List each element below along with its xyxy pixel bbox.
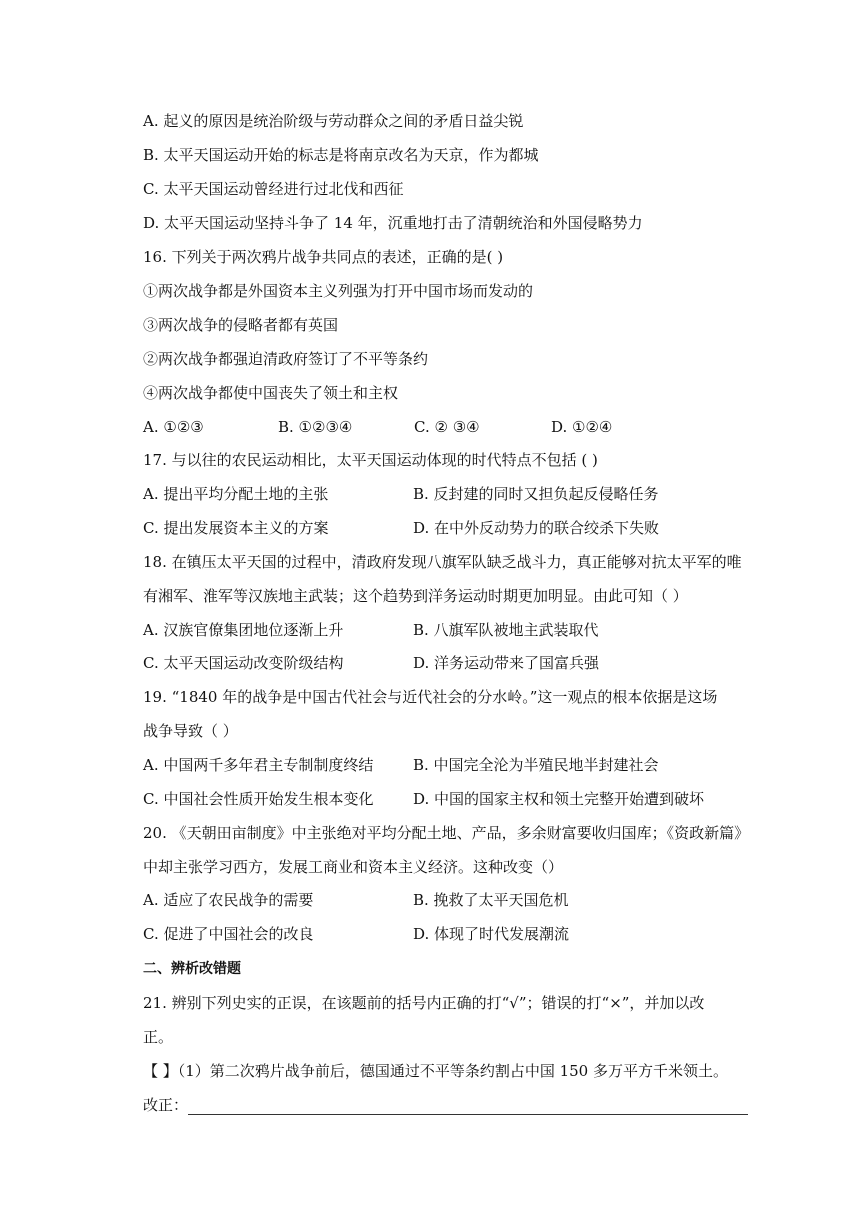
q16-statement-3: ③两次战争的侵略者都有英国	[143, 316, 339, 334]
q21-stem-line1: 21. 辨别下列史实的正误，在该题前的括号内正确的打“√”；错误的打“×”，并加以改	[143, 994, 705, 1012]
q15-option-c: C. 太平天国运动曾经进行过北伐和西征	[143, 180, 404, 198]
q21-correction-row	[143, 1095, 748, 1115]
q18-stem-line1: 18. 在镇压太平天国的过程中，清政府发现八旗军队缺乏战斗力，真正能够对抗太平军的唯	[143, 553, 742, 571]
q21-item-1: 【 】（1）第二次鸦片战争前后，德国通过不平等条约割占中国 150 多万平方千米领土。	[143, 1062, 728, 1080]
q20-option-d: D. 体现了时代发展潮流	[413, 925, 570, 943]
q19-stem-line2: 战争导致（ ）	[143, 722, 238, 740]
q17-option-d: D. 在中外反动势力的联合绞杀下失败	[413, 519, 660, 537]
q20-stem-line1: 20. 《天朝田亩制度》中主张绝对平均分配土地、产品，多余财富要收归国库；《资政新篇》	[143, 824, 750, 842]
q17-option-b: B. 反封建的同时又担负起反侵略任务	[413, 485, 659, 503]
q20-stem-line2: 中却主张学习西方，发展工商业和资本主义经济。这种改变（）	[143, 858, 564, 876]
q18-stem-line2: 有湘军、淮军等汉族地主武装；这个趋势到洋务运动时期更加明显。由此可知（ ）	[143, 587, 688, 605]
q15-option-a: A. 起义的原因是统治阶级与劳动群众之间的矛盾日益尖锐	[143, 112, 524, 130]
q20-option-b: B. 挽救了太平天国危机	[413, 891, 569, 909]
correction-label: 改正：	[143, 1096, 189, 1114]
q15-option-b: B. 太平天国运动开始的标志是将南京改名为天京，作为都城	[143, 146, 539, 164]
q16-statement-4: ④两次战争都使中国丧失了领土和主权	[143, 384, 399, 402]
q16-statement-1: ①两次战争都是外国资本主义列强为打开中国市场而发动的	[143, 282, 534, 300]
q18-option-a: A. 汉族官僚集团地位逐渐上升	[143, 621, 344, 639]
q19-option-b: B. 中国完全沦为半殖民地半封建社会	[413, 756, 659, 774]
q17-stem: 17. 与以往的农民运动相比，太平天国运动体现的时代特点不包括 ( )	[143, 451, 598, 469]
q21-stem-line2: 正。	[143, 1028, 174, 1046]
q16-option-d: D. ①②④	[551, 418, 613, 436]
q16-option-c: C. ② ③④	[414, 418, 480, 436]
q19-option-a: A. 中国两千多年君主专制制度终结	[143, 756, 374, 774]
q16-stem: 16. 下列关于两次鸦片战争共同点的表述，正确的是( )	[143, 248, 504, 266]
q18-option-c: C. 太平天国运动改变阶级结构	[143, 654, 344, 672]
answer-blank[interactable]	[188, 1100, 748, 1115]
q18-option-b: B. 八旗军队被地主武装取代	[413, 621, 599, 639]
q20-option-a: A. 适应了农民战争的需要	[143, 891, 314, 909]
section-heading: 二、辨析改错题	[143, 961, 241, 977]
q19-stem-line1: 19. “1840 年的战争是中国古代社会与近代社会的分水岭。”这一观点的根本依据是这场	[143, 688, 718, 706]
q15-option-d: D. 太平天国运动坚持斗争了 14 年，沉重地打击了清朝统治和外国侵略势力	[143, 214, 643, 232]
q16-option-a: A. ①②③	[143, 418, 204, 436]
q17-option-a: A. 提出平均分配土地的主张	[143, 485, 329, 503]
q16-statement-2: ②两次战争都强迫清政府签订了不平等条约	[143, 350, 429, 368]
q17-option-c: C. 提出发展资本主义的方案	[143, 519, 329, 537]
q19-option-d: D. 中国的国家主权和领土完整开始遭到破坏	[413, 790, 705, 808]
q18-option-d: D. 洋务运动带来了国富兵强	[413, 654, 600, 672]
q20-option-c: C. 促进了中国社会的改良	[143, 925, 314, 943]
q16-option-b: B. ①②③④	[278, 418, 353, 436]
q19-option-c: C. 中国社会性质开始发生根本变化	[143, 790, 374, 808]
